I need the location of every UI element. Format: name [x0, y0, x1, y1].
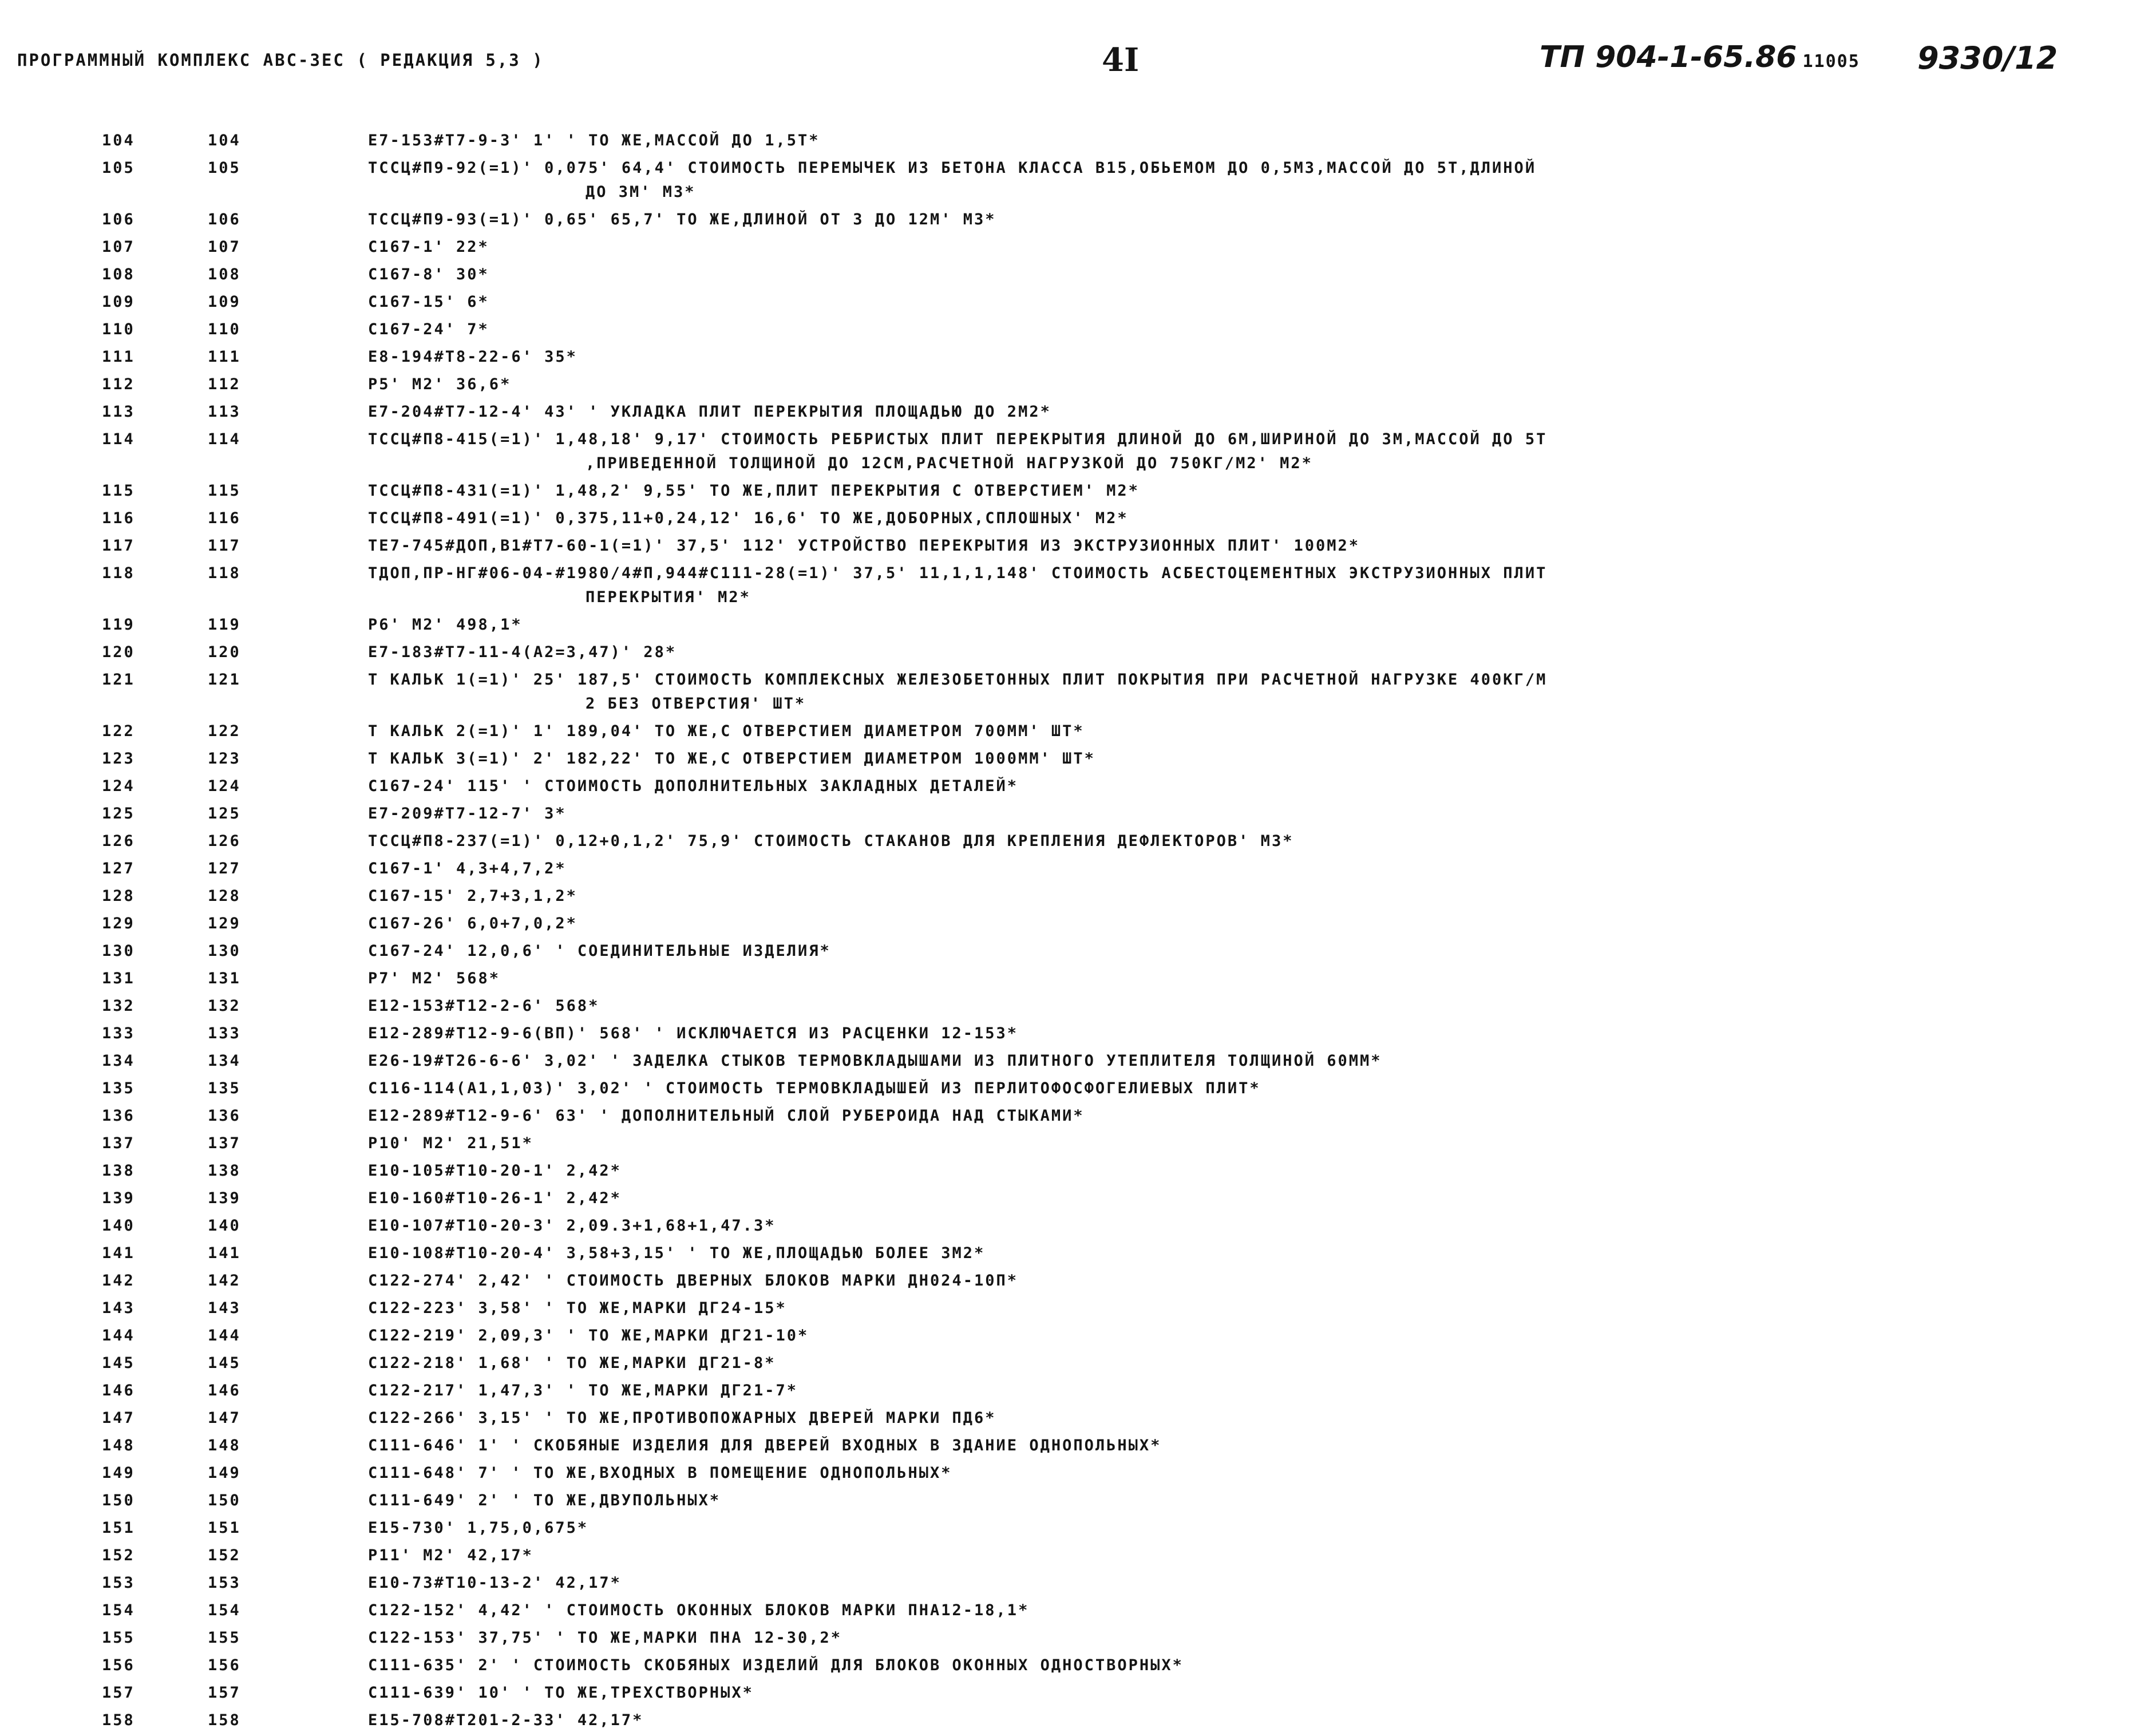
line-number: 134 — [102, 1052, 135, 1070]
line-number: 158 — [102, 1711, 135, 1729]
statement-line: ТДОП,ПР-НГ#06-04-#1980/4#П,944#С111-28(=1)' 37,5' 11,1,1,148' СТОИМОСТЬ АСБЕСТОЦЕМЕНТНЫХ ЭКСТРУЗИОННЫХ ПЛИТ — [368, 564, 1548, 582]
statement-number: 157 — [208, 1684, 241, 1702]
statement-number: 156 — [208, 1656, 241, 1674]
line-number: 151 — [102, 1519, 135, 1537]
statement-text — [368, 668, 2142, 716]
statement-text — [368, 1159, 2142, 1183]
statement-line: Е7-209#Т7-12-7' 3* — [368, 805, 567, 822]
statement-text — [368, 1516, 2142, 1540]
statement-number: 134 — [208, 1052, 241, 1070]
statement-line: ТЕ7-745#ДОП,В1#Т7-60-1(=1)' 37,5' 112' УСТРОЙСТВО ПЕРЕКРЫТИЯ ИЗ ЭКСТРУЗИОННЫХ ПЛИТ' 100М2* — [368, 537, 1360, 555]
listing-row — [0, 640, 2156, 665]
line-number: 139 — [102, 1189, 135, 1207]
statement-line: С167-26' 6,0+7,0,2* — [368, 915, 577, 932]
statement-line: С167-8' 30* — [368, 266, 489, 283]
line-number: 107 — [102, 238, 135, 256]
statement-line: Т КАЛЬК 2(=1)' 1' 189,04' ТО ЖЕ,С ОТВЕРСТИЕМ ДИАМЕТРОМ 700ММ' ШТ* — [368, 722, 1085, 740]
statement-number: 143 — [208, 1299, 241, 1317]
statement-line: Е7-153#Т7-9-3' 1' ' ТО ЖЕ,МАССОЙ ДО 1,5Т* — [368, 132, 820, 149]
listing-row — [0, 400, 2156, 424]
listing-body — [0, 129, 2156, 1736]
statement-text — [368, 857, 2142, 881]
line-number: 113 — [102, 403, 135, 421]
statement-text — [368, 774, 2142, 798]
statement-line: С167-24' 7* — [368, 321, 489, 338]
statement-line: С111-649' 2' ' ТО ЖЕ,ДВУПОЛЬНЫХ* — [368, 1492, 721, 1509]
statement-line: Е26-19#Т26-6-6' 3,02' ' ЗАДЕЛКА СТЫКОВ ТЕРМОВКЛАДЫШАМИ ИЗ ПЛИТНОГО УТЕПЛИТЕЛЯ ТОЛЩИНОЙ 60ММ* — [368, 1052, 1382, 1070]
line-number: 124 — [102, 777, 135, 795]
statement-text — [368, 1351, 2142, 1375]
statement-text — [368, 373, 2142, 397]
statement-text — [368, 1022, 2142, 1046]
listing-row — [0, 1049, 2156, 1073]
line-number: 141 — [102, 1244, 135, 1262]
statement-line: Р5' М2' 36,6* — [368, 375, 512, 393]
statement-number: 135 — [208, 1079, 241, 1097]
line-number: 118 — [102, 564, 135, 582]
listing-row — [0, 1159, 2156, 1183]
statement-number: 144 — [208, 1327, 241, 1344]
statement-text — [368, 1132, 2142, 1156]
line-number: 137 — [102, 1134, 135, 1152]
line-number: 146 — [102, 1382, 135, 1399]
listing-row — [0, 1187, 2156, 1211]
statement-text — [368, 1489, 2142, 1513]
listing-row — [0, 1406, 2156, 1430]
listing-row — [0, 774, 2156, 798]
statement-number: 158 — [208, 1711, 241, 1729]
line-number: 111 — [102, 348, 135, 366]
statement-text — [368, 1241, 2142, 1266]
listing-row — [0, 1599, 2156, 1623]
statement-number: 136 — [208, 1107, 241, 1125]
statement-text — [368, 1324, 2142, 1348]
statement-text — [368, 1296, 2142, 1320]
statement-text — [368, 1544, 2142, 1568]
statement-number: 121 — [208, 671, 241, 689]
statement-number: 152 — [208, 1547, 241, 1564]
statement-line: С122-153' 37,75' ' ТО ЖЕ,МАРКИ ПНА 12-30,2* — [368, 1629, 842, 1647]
statement-text — [368, 561, 2142, 610]
line-number: 110 — [102, 321, 135, 338]
listing-row — [0, 939, 2156, 963]
statement-line: Е15-708#Т201-2-33' 42,17* — [368, 1711, 644, 1729]
line-number: 114 — [102, 430, 135, 448]
statement-number: 146 — [208, 1382, 241, 1399]
line-number: 108 — [102, 266, 135, 283]
listing-row — [0, 561, 2156, 610]
statement-number: 140 — [208, 1217, 241, 1235]
line-number: 123 — [102, 750, 135, 768]
statement-number: 142 — [208, 1272, 241, 1290]
statement-text — [368, 747, 2142, 771]
line-number: 145 — [102, 1354, 135, 1372]
statement-number: 126 — [208, 832, 241, 850]
statement-continuation: 2 БЕЗ ОТВЕРСТИЯ' ШТ* — [586, 695, 806, 713]
statement-line: ТССЦ#П8-415(=1)' 1,48,18' 9,17' СТОИМОСТЬ РЕБРИСТЫХ ПЛИТ ПЕРЕКРЫТИЯ ДЛИНОЙ ДО 6М,ШИРИНОЙ ДО 3М,МАССОЙ ДО 5Т — [368, 430, 1548, 448]
statement-number: 116 — [208, 509, 241, 527]
line-number: 143 — [102, 1299, 135, 1317]
statement-line: Е12-153#Т12-2-6' 568* — [368, 997, 600, 1015]
statement-line: С122-152' 4,42' ' СТОИМОСТЬ ОКОННЫХ БЛОКОВ МАРКИ ПНА12-18,1* — [368, 1601, 1030, 1619]
statement-line: С111-648' 7' ' ТО ЖЕ,ВХОДНЫХ В ПОМЕЩЕНИЕ ОДНОПОЛЬНЫХ* — [368, 1464, 952, 1482]
statement-text — [368, 939, 2142, 963]
statement-number: 128 — [208, 887, 241, 905]
statement-line: Е7-183#Т7-11-4(А2=3,47)' 28* — [368, 643, 677, 661]
statement-number: 149 — [208, 1464, 241, 1482]
statement-text — [368, 1626, 2142, 1650]
statement-line: Е15-730' 1,75,0,675* — [368, 1519, 589, 1537]
statement-text — [368, 1379, 2142, 1403]
listing-row — [0, 1626, 2156, 1650]
listing-row — [0, 1489, 2156, 1513]
line-number: 119 — [102, 616, 135, 634]
project-code-text: ТП 904-1-65.86 — [1540, 40, 1797, 74]
statement-line: С111-646' 1' ' СКОБЯНЫЕ ИЗДЕЛИЯ ДЛЯ ДВЕРЕЙ ВХОДНЫХ В ЗДАНИЕ ОДНОПОЛЬНЫХ* — [368, 1437, 1162, 1454]
statement-number: 105 — [208, 159, 241, 177]
listing-row — [0, 1241, 2156, 1266]
listing-row — [0, 1379, 2156, 1403]
listing-row — [0, 534, 2156, 558]
statement-line: Р10' М2' 21,51* — [368, 1134, 533, 1152]
listing-row — [0, 1351, 2156, 1375]
statement-number: 108 — [208, 266, 241, 283]
statement-text — [368, 1681, 2142, 1705]
line-number: 116 — [102, 509, 135, 527]
statement-text — [368, 235, 2142, 259]
statement-text — [368, 428, 2142, 476]
statement-text — [368, 967, 2142, 991]
statement-text — [368, 345, 2142, 369]
listing-row — [0, 1324, 2156, 1348]
statement-line: Т КАЛЬК 1(=1)' 25' 187,5' СТОИМОСТЬ КОМПЛЕКСНЫХ ЖЕЛЕЗОБЕТОННЫХ ПЛИТ ПОКРЫТИЯ ПРИ РАСЧЕТНОЙ НАГРУЗКЕ 400КГ/М — [368, 671, 1548, 689]
listing-row — [0, 479, 2156, 503]
statement-number: 122 — [208, 722, 241, 740]
statement-number: 127 — [208, 860, 241, 877]
line-number: 120 — [102, 643, 135, 661]
statement-line: Е10-105#Т10-20-1' 2,42* — [368, 1162, 622, 1180]
statement-line: Е10-73#Т10-13-2' 42,17* — [368, 1574, 622, 1592]
statement-line: С167-15' 2,7+3,1,2* — [368, 887, 577, 905]
line-number: 121 — [102, 671, 135, 689]
statement-text — [368, 263, 2142, 287]
listing-row — [0, 129, 2156, 153]
statement-line: Е12-289#Т12-9-6(ВП)' 568' ' ИСКЛЮЧАЕТСЯ ИЗ РАСЦЕНКИ 12-153* — [368, 1025, 1019, 1042]
listing-row — [0, 802, 2156, 826]
line-number: 126 — [102, 832, 135, 850]
statement-line: Е8-194#Т8-22-6' 35* — [368, 348, 577, 366]
listing-row — [0, 1516, 2156, 1540]
line-number: 138 — [102, 1162, 135, 1180]
statement-text — [368, 1599, 2142, 1623]
line-number: 112 — [102, 375, 135, 393]
statement-text — [368, 1214, 2142, 1238]
statement-number: 115 — [208, 482, 241, 500]
line-number: 127 — [102, 860, 135, 877]
listing-row — [0, 1544, 2156, 1568]
listing-row — [0, 1709, 2156, 1733]
statement-text — [368, 1104, 2142, 1128]
line-number: 129 — [102, 915, 135, 932]
statement-number: 106 — [208, 211, 241, 228]
listing-row — [0, 1022, 2156, 1046]
statement-text — [368, 994, 2142, 1018]
line-number: 131 — [102, 970, 135, 987]
statement-line: Е7-204#Т7-12-4' 43' ' УКЛАДКА ПЛИТ ПЕРЕКРЫТИЯ ПЛОЩАДЬЮ ДО 2М2* — [368, 403, 1051, 421]
listing-row — [0, 747, 2156, 771]
line-number: 140 — [102, 1217, 135, 1235]
statement-number: 133 — [208, 1025, 241, 1042]
line-number: 117 — [102, 537, 135, 555]
statement-text — [368, 1269, 2142, 1293]
statement-text — [368, 318, 2142, 342]
listing-row — [0, 613, 2156, 637]
line-number: 142 — [102, 1272, 135, 1290]
statement-text — [368, 640, 2142, 665]
statement-text — [368, 719, 2142, 744]
statement-continuation: ,ПРИВЕДЕННОЙ ТОЛЩИНОЙ ДО 12СМ,РАСЧЕТНОЙ НАГРУЗКОЙ ДО 750КГ/М2' М2* — [586, 454, 1313, 472]
statement-number: 132 — [208, 997, 241, 1015]
line-number: 149 — [102, 1464, 135, 1482]
statement-number: 104 — [208, 132, 241, 149]
statement-text — [368, 1049, 2142, 1073]
statement-number: 148 — [208, 1437, 241, 1454]
listing-row — [0, 1434, 2156, 1458]
statement-line: Р7' М2' 568* — [368, 970, 501, 987]
statement-text — [368, 613, 2142, 637]
statement-text — [368, 1434, 2142, 1458]
statement-line: С122-217' 1,47,3' ' ТО ЖЕ,МАРКИ ДГ21-7* — [368, 1382, 798, 1399]
statement-line: С122-266' 3,15' ' ТО ЖЕ,ПРОТИВОПОЖАРНЫХ ДВЕРЕЙ МАРКИ ПД6* — [368, 1409, 996, 1427]
line-number: 148 — [102, 1437, 135, 1454]
line-number: 150 — [102, 1492, 135, 1509]
listing-row — [0, 1269, 2156, 1293]
listing-row — [0, 1214, 2156, 1238]
line-number: 132 — [102, 997, 135, 1015]
statement-line: ТССЦ#П8-491(=1)' 0,375,11+0,24,12' 16,6' ТО ЖЕ,ДОБОРНЫХ,СПЛОШНЫХ' М2* — [368, 509, 1129, 527]
line-number: 128 — [102, 887, 135, 905]
statement-number: 113 — [208, 403, 241, 421]
statement-line: С122-219' 2,09,3' ' ТО ЖЕ,МАРКИ ДГ21-10* — [368, 1327, 809, 1344]
listing-row — [0, 345, 2156, 369]
listing-row — [0, 290, 2156, 314]
line-number: 122 — [102, 722, 135, 740]
statement-text — [368, 534, 2142, 558]
line-number: 105 — [102, 159, 135, 177]
listing-row — [0, 156, 2156, 204]
statement-line: Е10-107#Т10-20-3' 2,09.3+1,68+1,47.3* — [368, 1217, 776, 1235]
statement-text — [368, 884, 2142, 908]
page-number: 4I — [1102, 41, 1140, 79]
statement-line: Т КАЛЬК 3(=1)' 2' 182,22' ТО ЖЕ,С ОТВЕРСТИЕМ ДИАМЕТРОМ 1000ММ' ШТ* — [368, 750, 1095, 768]
statement-number: 137 — [208, 1134, 241, 1152]
statement-number: 130 — [208, 942, 241, 960]
statement-number: 129 — [208, 915, 241, 932]
line-number: 106 — [102, 211, 135, 228]
statement-number: 120 — [208, 643, 241, 661]
line-number: 153 — [102, 1574, 135, 1592]
doc-number: 11005 — [1802, 52, 1860, 72]
statement-continuation: ПЕРЕКРЫТИЯ' М2* — [586, 588, 751, 606]
listing-row — [0, 1654, 2156, 1678]
statement-text — [368, 829, 2142, 853]
line-number: 104 — [102, 132, 135, 149]
statement-number: 117 — [208, 537, 241, 555]
listing-row — [0, 1296, 2156, 1320]
listing-row — [0, 507, 2156, 531]
sheet-number: 9330/12 — [1917, 40, 2058, 76]
statement-line: С122-274' 2,42' ' СТОИМОСТЬ ДВЕРНЫХ БЛОКОВ МАРКИ ДН024-10П* — [368, 1272, 1019, 1290]
statement-number: 145 — [208, 1354, 241, 1372]
statement-line: С167-15' 6* — [368, 293, 489, 311]
statement-text — [368, 1077, 2142, 1101]
statement-number: 112 — [208, 375, 241, 393]
listing-row — [0, 263, 2156, 287]
statement-number: 138 — [208, 1162, 241, 1180]
line-number: 157 — [102, 1684, 135, 1702]
statement-line: Р11' М2' 42,17* — [368, 1547, 533, 1564]
line-number: 136 — [102, 1107, 135, 1125]
project-code — [1540, 40, 1860, 74]
listing-row — [0, 208, 2156, 232]
statement-number: 124 — [208, 777, 241, 795]
listing-row — [0, 994, 2156, 1018]
line-number: 144 — [102, 1327, 135, 1344]
statement-text — [368, 1187, 2142, 1211]
listing-row — [0, 967, 2156, 991]
statement-number: 123 — [208, 750, 241, 768]
statement-line: Е10-108#Т10-20-4' 3,58+3,15' ' ТО ЖЕ,ПЛОЩАДЬЮ БОЛЕЕ 3М2* — [368, 1244, 986, 1262]
statement-line: С111-635' 2' ' СТОИМОСТЬ СКОБЯНЫХ ИЗДЕЛИЙ ДЛЯ БЛОКОВ ОКОННЫХ ОДНОСТВОРНЫХ* — [368, 1656, 1184, 1674]
listing-row — [0, 1571, 2156, 1595]
statement-number: 147 — [208, 1409, 241, 1427]
statement-line: Р6' М2' 498,1* — [368, 616, 523, 634]
listing-row — [0, 235, 2156, 259]
statement-line: ТССЦ#П8-237(=1)' 0,12+0,1,2' 75,9' СТОИМОСТЬ СТАКАНОВ ДЛЯ КРЕПЛЕНИЯ ДЕФЛЕКТОРОВ' М3* — [368, 832, 1294, 850]
line-number: 109 — [102, 293, 135, 311]
line-number: 125 — [102, 805, 135, 822]
statement-line: ТССЦ#П9-93(=1)' 0,65' 65,7' ТО ЖЕ,ДЛИНОЙ ОТ 3 ДО 12М' М3* — [368, 211, 996, 228]
line-number: 155 — [102, 1629, 135, 1647]
listing-row — [0, 668, 2156, 716]
statement-line: С122-223' 3,58' ' ТО ЖЕ,МАРКИ ДГ24-15* — [368, 1299, 787, 1317]
statement-line: С111-639' 10' ' ТО ЖЕ,ТРЕХСТВОРНЫХ* — [368, 1684, 754, 1702]
statement-line: С167-24' 115' ' СТОИМОСТЬ ДОПОЛНИТЕЛЬНЫХ ЗАКЛАДНЫХ ДЕТАЛЕЙ* — [368, 777, 1019, 795]
statement-number: 153 — [208, 1574, 241, 1592]
listing-row — [0, 318, 2156, 342]
listing-row — [0, 1077, 2156, 1101]
statement-continuation: ДО 3М' М3* — [586, 183, 696, 201]
statement-number: 107 — [208, 238, 241, 256]
statement-line: С167-24' 12,0,6' ' СОЕДИНИТЕЛЬНЫЕ ИЗДЕЛИЯ* — [368, 942, 831, 960]
statement-text — [368, 156, 2142, 204]
statement-line: ТССЦ#П8-431(=1)' 1,48,2' 9,55' ТО ЖЕ,ПЛИТ ПЕРЕКРЫТИЯ С ОТВЕРСТИЕМ' М2* — [368, 482, 1140, 500]
listing-row — [0, 1104, 2156, 1128]
statement-text — [368, 479, 2142, 503]
statement-text — [368, 1406, 2142, 1430]
listing-row — [0, 428, 2156, 476]
listing-row — [0, 719, 2156, 744]
line-number: 147 — [102, 1409, 135, 1427]
statement-text — [368, 912, 2142, 936]
statement-text — [368, 1461, 2142, 1485]
statement-number: 118 — [208, 564, 241, 582]
statement-line: С167-1' 22* — [368, 238, 489, 256]
listing-row — [0, 1132, 2156, 1156]
statement-text — [368, 507, 2142, 531]
listing-row — [0, 1681, 2156, 1705]
statement-number: 109 — [208, 293, 241, 311]
statement-text — [368, 1709, 2142, 1733]
statement-number: 139 — [208, 1189, 241, 1207]
statement-number: 150 — [208, 1492, 241, 1509]
statement-number: 110 — [208, 321, 241, 338]
listing-row — [0, 1461, 2156, 1485]
statement-text — [368, 129, 2142, 153]
statement-line: Е12-289#Т12-9-6' 63' ' ДОПОЛНИТЕЛЬНЫЙ СЛОЙ РУБЕРОИДА НАД СТЫКАМИ* — [368, 1107, 1085, 1125]
statement-number: 111 — [208, 348, 241, 366]
statement-line: ТССЦ#П9-92(=1)' 0,075' 64,4' СТОИМОСТЬ ПЕРЕМЫЧЕК ИЗ БЕТОНА КЛАССА В15,ОБЬЕМОМ ДО 0,5М3,МАССОЙ ДО 5Т,ДЛИНОЙ — [368, 159, 1537, 177]
listing-row — [0, 829, 2156, 853]
statement-text — [368, 208, 2142, 232]
line-number: 130 — [102, 942, 135, 960]
statement-line: Е10-160#Т10-26-1' 2,42* — [368, 1189, 622, 1207]
listing-row — [0, 373, 2156, 397]
statement-number: 155 — [208, 1629, 241, 1647]
statement-number: 131 — [208, 970, 241, 987]
listing-row — [0, 912, 2156, 936]
program-title: ПРОГРАММНЫЙ КОМПЛЕКС АВС-ЗЕС ( РЕДАКЦИЯ 5,3 ) — [17, 50, 544, 70]
statement-text — [368, 1571, 2142, 1595]
statement-text — [368, 1654, 2142, 1678]
statement-line: С122-218' 1,68' ' ТО ЖЕ,МАРКИ ДГ21-8* — [368, 1354, 776, 1372]
line-number: 115 — [102, 482, 135, 500]
statement-line: С167-1' 4,3+4,7,2* — [368, 860, 567, 877]
statement-number: 141 — [208, 1244, 241, 1262]
listing-row — [0, 857, 2156, 881]
line-number: 152 — [102, 1547, 135, 1564]
statement-line: С116-114(А1,1,03)' 3,02' ' СТОИМОСТЬ ТЕРМОВКЛАДЫШЕЙ ИЗ ПЕРЛИТОФОСФОГЕЛИЕВЫХ ПЛИТ* — [368, 1079, 1261, 1097]
line-number: 154 — [102, 1601, 135, 1619]
statement-number: 119 — [208, 616, 241, 634]
statement-text — [368, 400, 2142, 424]
line-number: 135 — [102, 1079, 135, 1097]
page-header — [0, 40, 2156, 92]
line-number: 156 — [102, 1656, 135, 1674]
statement-number: 154 — [208, 1601, 241, 1619]
statement-number: 114 — [208, 430, 241, 448]
listing-row — [0, 884, 2156, 908]
line-number: 133 — [102, 1025, 135, 1042]
statement-number: 151 — [208, 1519, 241, 1537]
statement-text — [368, 290, 2142, 314]
statement-text — [368, 802, 2142, 826]
statement-number: 125 — [208, 805, 241, 822]
